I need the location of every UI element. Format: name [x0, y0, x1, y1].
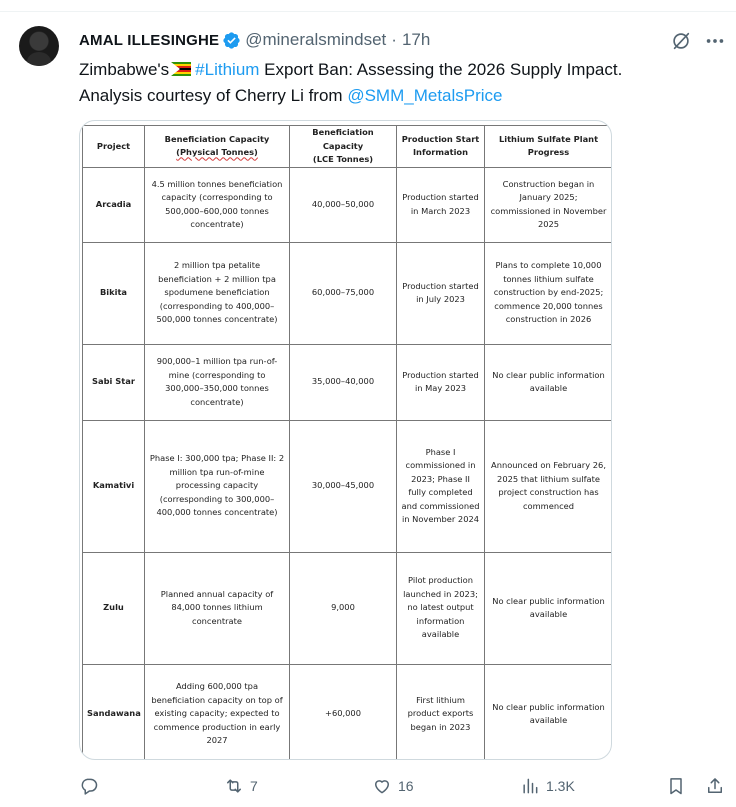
bookmark-icon	[666, 776, 686, 796]
reply-button[interactable]	[79, 772, 105, 800]
views-count: 1.3K	[546, 778, 575, 794]
tweet-actions	[79, 772, 729, 800]
heart-icon	[372, 776, 392, 796]
author-name[interactable]: AMAL ILLESINGHE	[79, 31, 220, 49]
like-count: 16	[398, 778, 414, 794]
header-project: Project	[83, 126, 145, 168]
timestamp[interactable]: 17h	[401, 30, 431, 49]
cell-plant: No clear public information available	[485, 552, 613, 664]
bookmark-button[interactable]	[666, 772, 686, 800]
tweet-header	[79, 28, 430, 52]
cell-plant: No clear public information available	[485, 344, 613, 420]
cell-project: Arcadia	[83, 167, 145, 242]
cell-project: Bikita	[83, 242, 145, 344]
header-production: Production Start Information	[397, 126, 485, 168]
cell-plant: Plans to complete 10,000 tonnes lithium sulfate construction by end-2025; commence 20,000 tonnes construction in 2026	[485, 242, 613, 344]
avatar[interactable]	[19, 26, 59, 66]
cell-capacity-lce: 9,000	[290, 552, 397, 664]
cell-project: Sabi Star	[83, 344, 145, 420]
share-button[interactable]	[705, 772, 725, 800]
cell-capacity-physical: 4.5 million tonnes beneficiation capacity (corresponding to 500,000–600,000 tonnes concentrate)	[145, 167, 290, 242]
share-icon	[705, 776, 725, 796]
cell-capacity-physical: Planned annual capacity of 84,000 tonnes lithium concentrate	[145, 552, 290, 664]
more-icon[interactable]	[704, 30, 726, 52]
cell-production: Production started in May 2023	[397, 344, 485, 420]
cell-production: Production started in July 2023	[397, 242, 485, 344]
cell-plant: No clear public information available	[485, 664, 613, 760]
cell-production: Pilot production launched in 2023; no latest output information available	[397, 552, 485, 664]
cell-capacity-lce: +60,000	[290, 664, 397, 760]
table-row	[83, 420, 613, 552]
cell-plant: Announced on February 26, 2025 that lithium sulfate project construction has commenced	[485, 420, 613, 552]
separator-dot: ·	[391, 30, 397, 49]
header-capacity-physical: Beneficiation Capacity (Physical Tonnes)	[145, 126, 290, 168]
like-button[interactable]	[372, 772, 414, 800]
hashtag-link[interactable]: #Lithium	[195, 60, 260, 79]
author-handle[interactable]: @mineralsmindset	[245, 30, 387, 49]
views-button[interactable]	[520, 772, 575, 800]
cell-capacity-lce: 40,000–50,000	[290, 167, 397, 242]
header-plant: Lithium Sulfate Plant Progress	[485, 126, 613, 168]
cell-production: Phase I commissioned in 2023; Phase II fully completed and commissioned in November 2024	[397, 420, 485, 552]
cell-plant: Construction began in January 2025; commissioned in November 2025	[485, 167, 613, 242]
cell-project: Sandawana	[83, 664, 145, 760]
header-capacity-lce: Beneficiation Capacity (LCE Tonnes)	[290, 126, 397, 168]
tweet-text	[79, 57, 719, 109]
text-part-1: Zimbabwe's	[79, 60, 170, 79]
cell-capacity-physical: 2 million tpa petalite beneficiation + 2 million tpa spodumene beneficiation (corresponding to 400,000–500,000 tonnes concentrate)	[145, 242, 290, 344]
cell-capacity-physical: Phase I: 300,000 tpa; Phase II: 2 million tpa run-of-mine processing capacity (corresponding to 300,000–400,000 tonnes concentrate)	[145, 420, 290, 552]
cell-production: Production started in March 2023	[397, 167, 485, 242]
reply-icon	[79, 776, 99, 796]
mention-link[interactable]: @SMM_MetalsPrice	[347, 86, 503, 105]
retweet-button[interactable]	[224, 772, 258, 800]
cell-capacity-lce: 35,000–40,000	[290, 344, 397, 420]
table-row	[83, 664, 613, 760]
table-row	[83, 344, 613, 420]
grok-icon[interactable]	[670, 30, 692, 52]
cell-production: First lithium product exports began in 2023	[397, 664, 485, 760]
cell-project: Zulu	[83, 552, 145, 664]
zimbabwe-flag-icon	[171, 62, 191, 76]
cell-capacity-physical: 900,000–1 million tpa run-of-mine (corresponding to 300,000–350,000 tonnes concentrate)	[145, 344, 290, 420]
views-icon	[520, 776, 540, 796]
supply-table	[82, 125, 612, 760]
verified-badge-icon	[222, 31, 241, 50]
table-row	[83, 167, 613, 242]
tweet-media-image[interactable]	[79, 120, 612, 760]
table-header-row	[83, 126, 613, 168]
table-row	[83, 552, 613, 664]
retweet-icon	[224, 776, 244, 796]
table-row	[83, 242, 613, 344]
top-divider	[0, 11, 736, 12]
cell-capacity-physical: Adding 600,000 tpa beneficiation capacity on top of existing capacity; expected to commence production in early 2027	[145, 664, 290, 760]
cell-project: Kamativi	[83, 420, 145, 552]
cell-capacity-lce: 60,000–75,000	[290, 242, 397, 344]
cell-capacity-lce: 30,000–45,000	[290, 420, 397, 552]
text-part-3: Analysis courtesy of Cherry Li from	[79, 86, 343, 105]
retweet-count: 7	[250, 778, 258, 794]
text-part-2: Export Ban: Assessing the 2026 Supply Impact.	[264, 60, 623, 79]
